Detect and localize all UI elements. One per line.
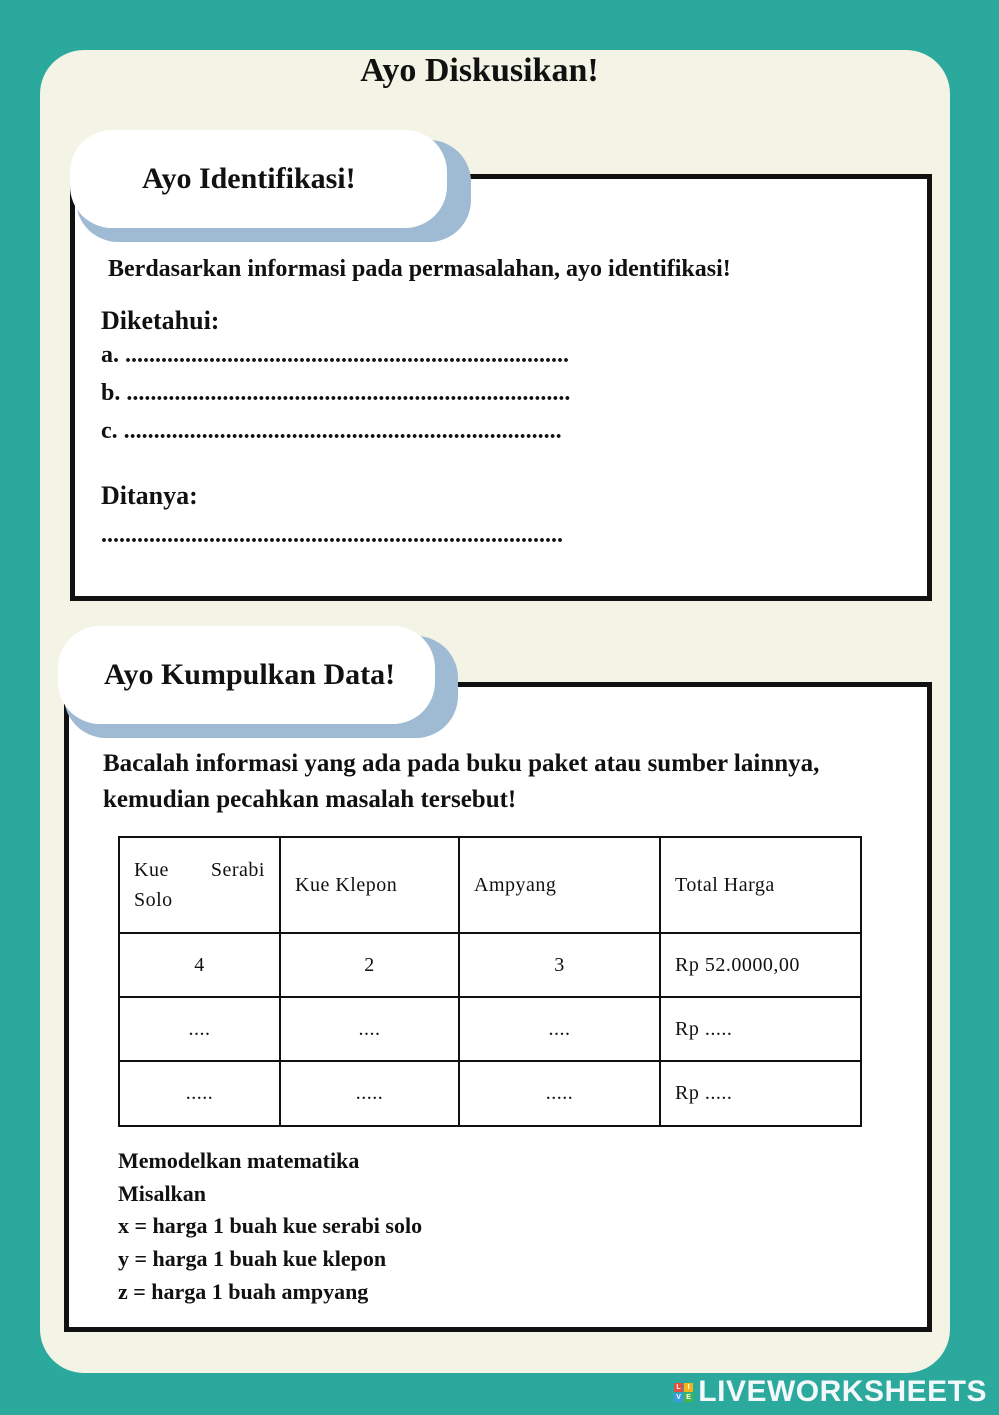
cell-serabi[interactable]: .... — [119, 997, 280, 1061]
watermark-text: LIVEWORKSHEETS — [698, 1375, 987, 1408]
asked-label: Ditanya: — [101, 481, 198, 510]
known-line-c[interactable]: c. ......................................................................... — [101, 418, 562, 444]
table-row — [119, 1061, 861, 1126]
header-klepon: Kue Klepon — [280, 837, 459, 933]
identifikasi-tab-label: Ayo Identifikasi! — [142, 162, 356, 195]
identifikasi-tab — [70, 130, 447, 228]
cell-serabi[interactable]: ..... — [119, 1061, 280, 1126]
cell-ampyang[interactable]: .... — [459, 997, 660, 1061]
kumpulkan-instruction-line1: Bacalah informasi yang ada pada buku paket atau sumber lainnya, — [103, 750, 820, 777]
logo-letter-e: E — [686, 1393, 692, 1401]
model-title: Memodelkan matematika — [118, 1148, 360, 1173]
known-line-a[interactable]: a. .......................................................................... — [101, 342, 569, 368]
cell-ampyang: 3 — [459, 933, 660, 997]
liveworksheets-logo-icon — [674, 1383, 693, 1402]
model-subtitle: Misalkan — [118, 1181, 207, 1206]
cell-total[interactable]: Rp ..... — [660, 1061, 861, 1126]
header-ampyang: Ampyang — [459, 837, 660, 933]
header-serabi: Kue Serabi Solo — [119, 837, 280, 933]
header-total: Total Harga — [660, 837, 861, 933]
table-header-row — [119, 837, 861, 933]
kumpulkan-instruction-line2: kemudian pecahkan masalah tersebut! — [103, 786, 517, 813]
known-line-b[interactable]: b. .......................................................................... — [101, 380, 571, 406]
logo-letter-i: I — [684, 1383, 693, 1392]
variable-z: z = harga 1 buah ampyang — [118, 1279, 369, 1304]
known-label: Diketahui: — [101, 306, 220, 335]
kumpulkan-tab — [58, 626, 435, 724]
table-row — [119, 933, 861, 997]
kumpulkan-tab-label: Ayo Kumpulkan Data! — [104, 658, 396, 691]
liveworksheets-watermark — [674, 1375, 987, 1409]
page-title: Ayo Diskusikan! — [360, 52, 599, 89]
asked-line[interactable]: ............................................................................. — [101, 522, 563, 548]
cell-ampyang[interactable]: ..... — [459, 1061, 660, 1126]
variable-x: x = harga 1 buah kue serabi solo — [118, 1213, 423, 1238]
cell-serabi: 4 — [119, 933, 280, 997]
variable-y: y = harga 1 buah kue klepon — [118, 1246, 387, 1271]
logo-letter-l: L — [674, 1383, 683, 1392]
price-table — [118, 836, 862, 1127]
cell-klepon[interactable]: ..... — [280, 1061, 459, 1126]
cell-klepon: 2 — [280, 933, 459, 997]
logo-letter-v: V — [676, 1393, 682, 1401]
cell-klepon[interactable]: .... — [280, 997, 459, 1061]
cell-total[interactable]: Rp ..... — [660, 997, 861, 1061]
table-row — [119, 997, 861, 1061]
identifikasi-instruction: Berdasarkan informasi pada permasalahan, ayo identifikasi! — [108, 256, 731, 282]
cell-total: Rp 52.0000,00 — [660, 933, 861, 997]
